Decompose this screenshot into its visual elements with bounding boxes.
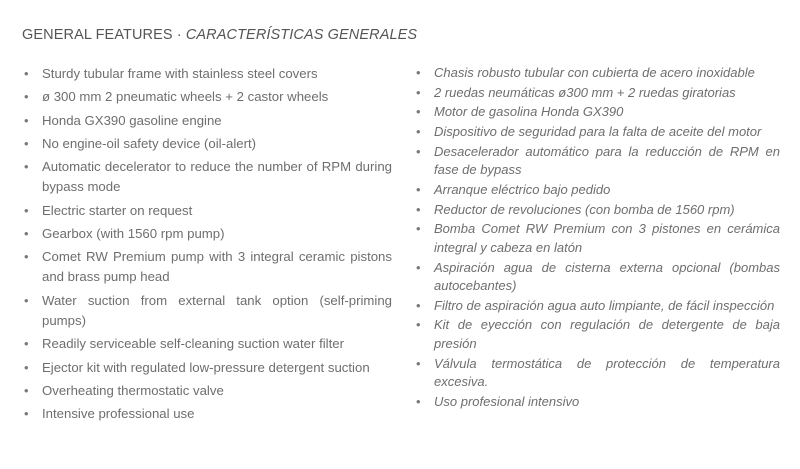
feature-item [22, 381, 392, 401]
feature-text: No engine-oil safety device (oil-alert) [42, 135, 257, 151]
feature-text: Readily serviceable self-cleaning suction water filter [42, 336, 344, 352]
bullet-icon: • [24, 382, 29, 398]
bullet-icon: • [24, 249, 29, 265]
bullet-icon: • [24, 406, 29, 422]
bullet-icon: • [416, 393, 421, 409]
bullet-icon: • [416, 181, 421, 197]
feature-text: Comet RW Premium pump with 3 integral ceramic pistons and brass pump head [42, 249, 392, 285]
feature-text: Electric starter on request [42, 202, 193, 218]
feature-item [414, 143, 780, 180]
feature-item [22, 87, 392, 107]
feature-text: Automatic decelerator to reduce the number of RPM during bypass mode [42, 159, 392, 195]
feature-text: Overheating thermostatic valve [42, 382, 224, 398]
feature-text: Filtro de aspiración agua auto limpiante, de fácil inspección [434, 297, 775, 313]
section-title-es: CARACTERÍSTICAS GENERALES [185, 27, 418, 43]
feature-item [22, 64, 392, 84]
feature-item [22, 111, 392, 131]
feature-item [22, 157, 392, 197]
bullet-icon: • [24, 135, 29, 151]
bullet-icon: • [24, 66, 29, 81]
feature-item [414, 181, 780, 200]
section-title-en: GENERAL FEATURES · [22, 27, 186, 43]
feature-item [22, 291, 392, 331]
bullet-icon: • [24, 336, 29, 352]
bullet-icon: • [416, 143, 421, 159]
feature-text: Desacelerador automático para la reducción de RPM en fase de bypass [434, 143, 780, 178]
bullet-icon: • [416, 221, 421, 237]
bullet-icon: • [24, 292, 29, 308]
bullet-icon: • [24, 159, 29, 175]
feature-text: Ejector kit with regulated low-pressure detergent suction [42, 359, 370, 375]
bullet-icon: • [416, 317, 421, 333]
feature-text: Intensive professional use [42, 406, 195, 422]
feature-text: Sturdy tubular frame with stainless steel covers [42, 66, 318, 81]
feature-text: Válvula termostática de protección de temperatura excesiva. [434, 355, 780, 390]
bullet-icon: • [416, 201, 421, 217]
feature-text: Kit de eyección con regulación de detergente de baja presión [434, 317, 780, 351]
feature-text: Chasis robusto tubular con cubierta de acero inoxidable [434, 65, 755, 80]
feature-text: 2 ruedas neumáticas ø300 mm + 2 ruedas giratorias [434, 84, 736, 100]
feature-text: ø 300 mm 2 pneumatic wheels + 2 castor wheels [42, 89, 329, 105]
features-list-es [414, 64, 780, 411]
bullet-icon: • [416, 259, 421, 275]
feature-item [22, 224, 392, 244]
feature-text: Gearbox (with 1560 rpm pump) [42, 225, 225, 241]
feature-text: Uso profesional intensivo [434, 393, 580, 409]
feature-text: Motor de gasolina Honda GX390 [434, 104, 624, 120]
feature-item [22, 134, 392, 154]
bullet-icon: • [24, 202, 29, 218]
features-list-en [22, 64, 392, 424]
feature-item [22, 247, 392, 287]
feature-item [22, 334, 392, 354]
bullet-icon: • [24, 225, 29, 241]
feature-text: Honda GX390 gasoline engine [42, 112, 222, 128]
feature-item [22, 358, 392, 378]
feature-text: Arranque eléctrico bajo pedido [434, 181, 611, 197]
feature-text: Water suction from external tank option (self-priming pumps) [42, 292, 392, 328]
bullet-icon: • [24, 112, 29, 128]
feature-item [414, 64, 780, 83]
feature-item [414, 316, 780, 353]
feature-item [414, 123, 780, 142]
feature-item [22, 404, 392, 424]
feature-item [414, 393, 780, 412]
feature-item [22, 201, 392, 221]
bullet-icon: • [416, 65, 421, 80]
feature-item [414, 84, 780, 103]
feature-text: Aspiración agua de cisterna externa opcional (bombas autocebantes) [434, 259, 780, 293]
feature-item [414, 201, 780, 220]
feature-text: Reductor de revoluciones (con bomba de 1560 rpm) [434, 201, 735, 217]
bullet-icon: • [24, 89, 29, 105]
bullet-icon: • [416, 104, 421, 120]
feature-item [414, 297, 780, 316]
feature-item [414, 220, 780, 257]
feature-text: Bomba Comet RW Premium con 3 pistones en cerámica integral y cabeza en latón [434, 221, 780, 255]
feature-item [414, 259, 780, 296]
feature-text: Dispositivo de seguridad para la falta de aceite del motor [434, 124, 762, 140]
bullet-icon: • [24, 359, 29, 375]
bullet-icon: • [416, 124, 421, 140]
bullet-icon: • [416, 84, 421, 100]
feature-item [414, 103, 780, 122]
section-title [22, 27, 417, 43]
bullet-icon: • [416, 297, 421, 313]
bullet-icon: • [416, 355, 421, 371]
feature-item [414, 355, 780, 392]
